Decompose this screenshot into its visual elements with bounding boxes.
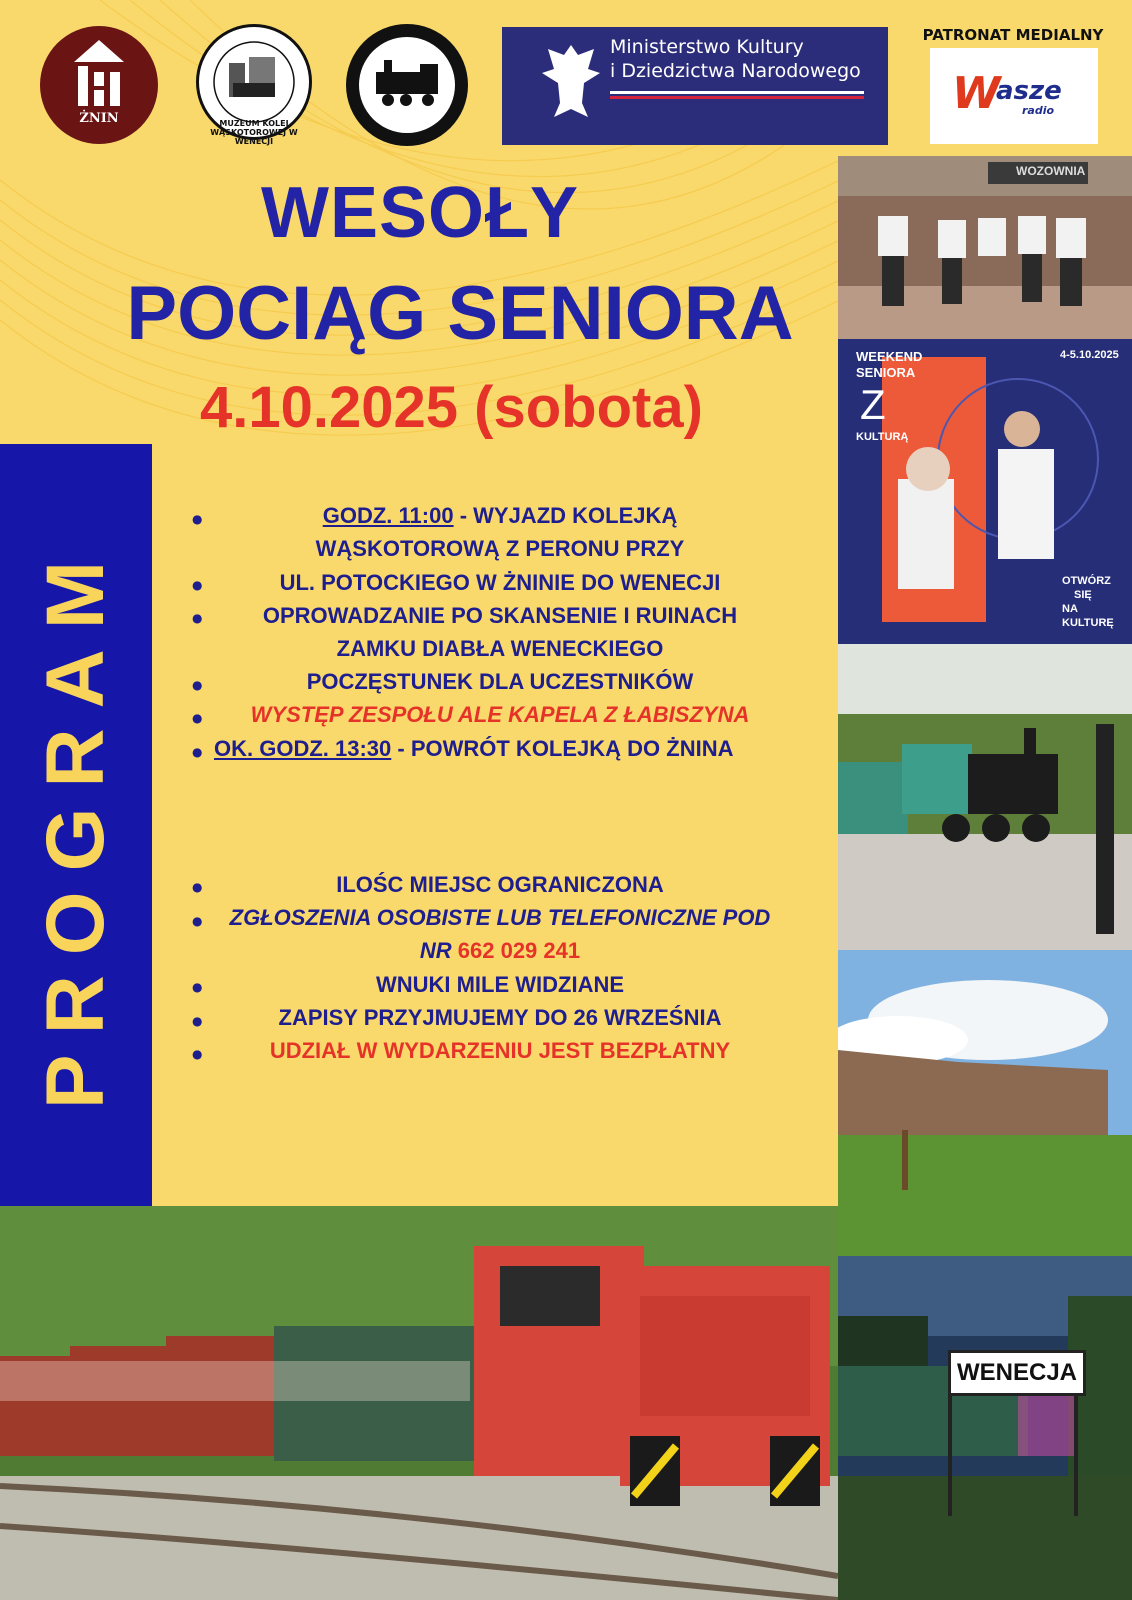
- info-item-2-phone: NR 662 029 241: [419, 938, 581, 963]
- bullet: ●: [192, 512, 203, 526]
- wasze-radio-logo: W asze radio: [930, 48, 1098, 144]
- bullet: ●: [192, 980, 203, 994]
- schedule-item-3-cont: ZAMKU DIABŁA WENECKIEGO: [336, 636, 664, 661]
- info-item-4: ZAPISY PRZYJMUJEMY DO 26 WRZEŚNIA: [278, 1005, 722, 1030]
- mzp-logo-text: ŻNIN: [79, 111, 119, 126]
- ministry-banner: [502, 27, 888, 145]
- title-line-2: POCIĄG SENIORA: [126, 271, 794, 356]
- event-date: 4.10.2025 (sobota): [200, 375, 703, 440]
- info-item-2: ZGŁOSZENIA OSOBISTE LUB TELEFONICZNE POD: [229, 905, 771, 930]
- info-item-5: UDZIAŁ W WYDARZENIU JEST BEZPŁATNY: [269, 1038, 731, 1063]
- bullet: ●: [192, 711, 203, 725]
- bullet: ●: [192, 880, 203, 894]
- info-item-1: ILOŚC MIEJSC OGRANICZONA: [336, 872, 664, 897]
- schedule-item-4: POCZĘSTUNEK DLA UCZESTNIKÓW: [306, 669, 694, 694]
- wenecja-sign: WENECJA: [948, 1350, 1086, 1396]
- program-label: PROGRAM: [30, 540, 121, 1110]
- bullet: ●: [192, 678, 203, 692]
- title-line-1: WESOŁY: [260, 173, 579, 253]
- weekend-seniora-poster: WEEKEND SENIORA Z KULTURĄ 4-5.10.2025 OTWÓRZ SIĘ NA KULTURĘ: [838, 339, 1132, 644]
- wenecja-station-photo: [838, 1256, 1132, 1600]
- bullet: ●: [192, 745, 203, 759]
- polish-eagle-icon: [538, 39, 604, 125]
- bullet: ●: [192, 1047, 203, 1061]
- castle-ruins-photo: [838, 950, 1132, 1256]
- schedule-item-5: WYSTĘP ZESPOŁU ALE KAPELA Z ŁABISZYNA: [250, 702, 750, 727]
- info-item-3: WNUKI MILE WIDZIANE: [375, 972, 625, 997]
- bullet: ●: [192, 578, 203, 592]
- schedule-item-3: OPROWADZANIE PO SKANSENIE I RUINACH: [262, 603, 738, 628]
- museum-logo-text: MUZEUM KOLEI WĄSKOTOROWEJ W WENECJI: [210, 119, 298, 146]
- mzp-znin-logo: [40, 26, 158, 144]
- wozownia-sign: WOZOWNIA: [1016, 164, 1086, 178]
- diesel-train-photo: [0, 1206, 838, 1600]
- steam-locomotive-photo: [838, 644, 1132, 950]
- schedule-item-2: UL. POTOCKIEGO W ŻNINIE DO WENECJI: [279, 570, 721, 595]
- zkw-year: 1894: [391, 120, 423, 133]
- zninska-kolej-logo: [346, 24, 468, 146]
- bullet: ●: [192, 914, 203, 928]
- bullet: ●: [192, 611, 203, 625]
- mzp-house-icon: [40, 26, 158, 144]
- museum-logo: [196, 24, 312, 146]
- schedule-item-6: OK. GODZ. 13:30 - POWRÓT KOLEJKĄ DO ŻNINA: [214, 736, 734, 761]
- patron-label: PATRONAT MEDIALNY: [922, 26, 1104, 44]
- ministry-name: Ministerstwo Kultury i Dziedzictwa Narodowego: [610, 36, 861, 82]
- team-photo: [838, 156, 1132, 339]
- schedule-item-1-cont: WĄSKOTOROWĄ Z PERONU PRZY: [315, 536, 685, 561]
- schedule-item-1: GODZ. 11:00 - WYJAZD KOLEJKĄ: [322, 503, 678, 528]
- bullet: ●: [192, 1014, 203, 1028]
- program-band: [0, 444, 152, 1206]
